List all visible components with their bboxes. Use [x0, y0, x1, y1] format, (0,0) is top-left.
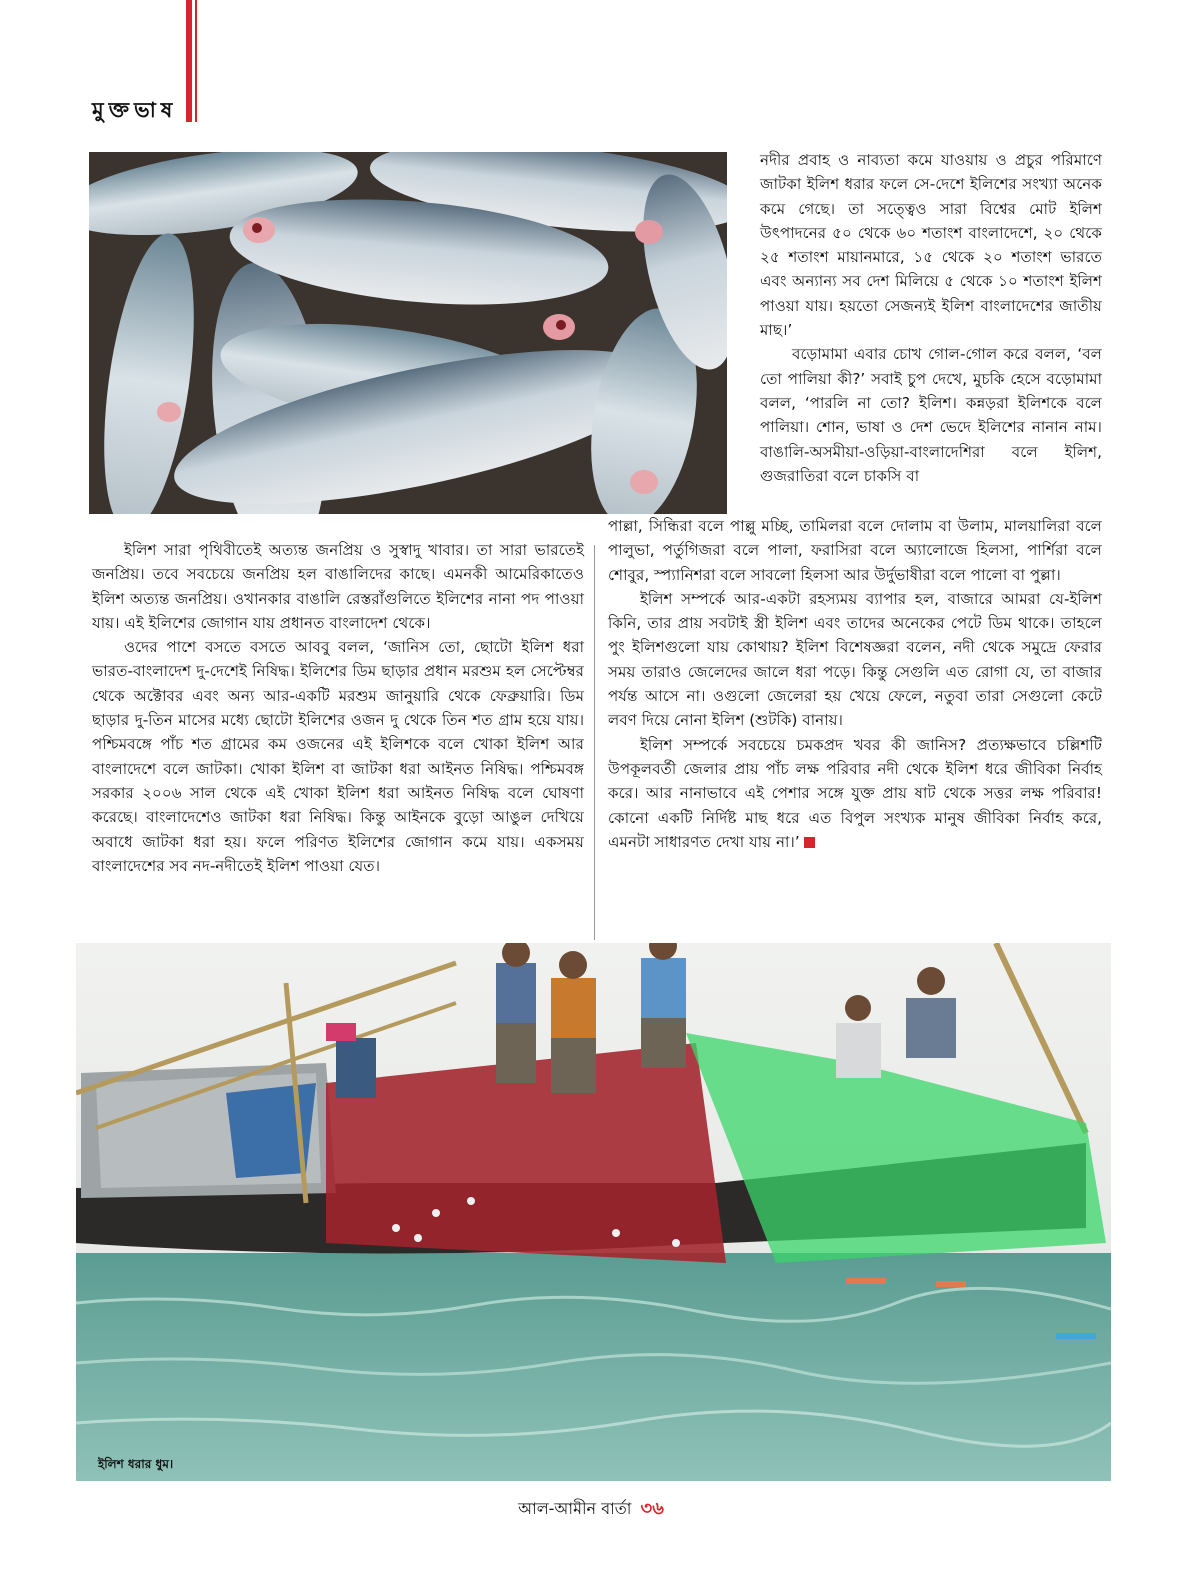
header-accent-bar [186, 0, 192, 122]
paragraph: বড়োমামা এবার চোখ গোল-গোল করে বলল, ‘বল তো পালিয়া কী?’ সবাই চুপ দেখে, মুচকি হেসে বড়োমামা বলল, ‘পারলি না তো? ইলিশ। কন্নড়রা ইলিশকে বলে পালিয়া। শোন, ভাষা ও দেশ ভেদে ইলিশের নানান নাম। বাঙালি-অসমীয়া-ওড়িয়া-বাংলাদেশিরা বলে ইলিশ, গুজরাতিরা বলে চাকসি বা [760, 345, 1102, 485]
paragraph-text: ইলিশ সম্পর্কে সবচেয়ে চমকপ্রদ খবর কী জানিস? প্রত্যক্ষভাবে চল্লিশটি উপকূলবর্তী জেলার প্রায় পাঁচ লক্ষ পরিবার নদী থেকে ইলিশ ধরে জীবিকা নির্বাহ করে। আর নানাভাবে এই পেশার সঙ্গে যুক্ত প্রায় ষাট থেকে সত্তর লক্ষ পরিবার! কোনো একটি নির্দিষ্ট মাছ ধরে এত বিপুল সংখ্যক মানুষ জীবিকা নির্বাহ করে, এমনটা সাধারণত দেখা যায় না।’ [608, 735, 1102, 851]
page-number: ৩৬ [640, 1498, 664, 1519]
article-column-top-right [760, 148, 1102, 488]
column-divider [594, 545, 595, 940]
paragraph: ইলিশ সম্পর্কে আর-একটা রহস্যময় ব্যাপার হল, বাজারে আমরা যে-ইলিশ কিনি, তার প্রায় সবটাই স্ত্রী ইলিশ এবং তাদের অনেকের পেটে ডিম থাকে। তাহলে পুং ইলিশগুলো যায় কোথায়? ইলিশ বিশেষজ্ঞরা বলেন, নদী থেকে সমুদ্রে ফেরার সময় তারাও জেলেদের জালে ধরা পড়ে। কিন্তু সেগুলি এত রোগা যে, তা বাজার পর্যন্ত আসে না। ওগুলো জেলেরা হয় খেয়ে ফেলে, নতুবা তারা সেগুলো কেটে লবণ দিয়ে নোনা ইলিশ (শুটকি) বানায়। [608, 589, 1102, 730]
section-label: মুক্তভাষ [92, 98, 178, 122]
end-of-article-icon [804, 837, 815, 848]
article-column-right [608, 514, 1102, 854]
magazine-name: আল-আমীন বার্তা [518, 1499, 632, 1518]
fishermen-boat-photo [76, 943, 1111, 1481]
paragraph: ওদের পাশে বসতে বসতে আববু বলল, ‘জানিস তো, ছোটো ইলিশ ধরা ভারত-বাংলাদেশ দু-দেশেই নিষিদ্ধ। ইলিশের ডিম ছাড়ার প্রধান মরশুম হল সেপ্টেম্বর থেকে অক্টোবর এবং অন্য আর-একটি মরশুম জানুয়ারি থেকে ফেব্রুয়ারি। ডিম ছাড়ার দু-তিন মাসের মধ্যে ছোটো ইলিশের ওজন দু থেকে তিন শত গ্রাম হয়ে যায়। পশ্চিমবঙ্গে পাঁচ শত গ্রামের কম ওজনের এই ইলিশকে বলে খোকা ইলিশ আর বাংলাদেশে বলে জাটকা। খোকা ইলিশ বা জাটকা ধরা আইনত নিষিদ্ধ। পশ্চিমবঙ্গ সরকার ২০০৬ সাল থেকে এই খোকা ইলিশ ধরা আইনত নিষিদ্ধ বলে ঘোষণা করেছে। বাংলাদেশেও জাটকা ধরা নিষিদ্ধ। কিন্তু আইনকে বুড়ো আঙুল দেখিয়ে অবাধে জাটকা ধরা হয়। ফলে পরিণত ইলিশের জোগান কমে যায়। একসময় বাংলাদেশের সব নদ-নদীতেই ইলিশ পাওয়া যেত। [92, 638, 584, 875]
paragraph-last [608, 733, 1102, 854]
photo-caption: ইলিশ ধরার ধুম। [98, 1457, 174, 1471]
paragraph: ইলিশ সারা পৃথিবীতেই অত্যন্ত জনপ্রিয় ও সুস্বাদু খাবার। তা সারা ভারতেই জনপ্রিয়। তবে সবচেয়ে জনপ্রিয় হল বাঙালিদের কাছে। এমনকী আমেরিকাতেও ইলিশ অত্যন্ত জনপ্রিয়। ওখানকার বাঙালি রেস্তরাঁগুলিতে ইলিশের নানা পদ পাওয়া যায়। এই ইলিশের জোগান যায় প্রধানত বাংলাদেশ থেকে। [92, 541, 584, 632]
page-footer [0, 1494, 1182, 1525]
article-column-left [92, 538, 584, 878]
paragraph: পাল্লা, সিন্ধিরা বলে পাল্লু মচ্ছি, তামিলরা বলে দোলাম বা উলাম, মালয়ালিরা বলে পালুভা, পর্তুগিজরা বলে পালা, ফরাসিরা বলে অ্যালোজে হিলসা, পার্শিরা বলে শোবুর, স্প্যানিশরা বলে সাবলো হিলসা আর উর্দুভাষীরা বলে পালো বা পুল্লা। [608, 517, 1102, 584]
hilsa-fish-photo [89, 152, 727, 514]
header-accent-bar-thin [195, 0, 197, 122]
paragraph: নদীর প্রবাহ ও নাব্যতা কমে যাওয়ায় ও প্রচুর পরিমাণে জাটকা ইলিশ ধরার ফলে সে-দেশে ইলিশের সংখ্যা অনেক কমে গেছে। তা সত্ত্বেও সারা বিশ্বের মোট ইলিশ উৎপাদনের ৫০ থেকে ৬০ শতাংশ বাংলাদেশে, ২০ থেকে ২৫ শতাংশ মায়ানমারে, ১৫ থেকে ২০ শতাংশ ভারতে এবং অন্যান্য সব দেশ মিলিয়ে ৫ থেকে ১০ শতাংশ ইলিশ পাওয়া যায়। হয়তো সেজন্যই ইলিশ বাংলাদেশের জাতীয় মাছ।’ [760, 151, 1102, 340]
